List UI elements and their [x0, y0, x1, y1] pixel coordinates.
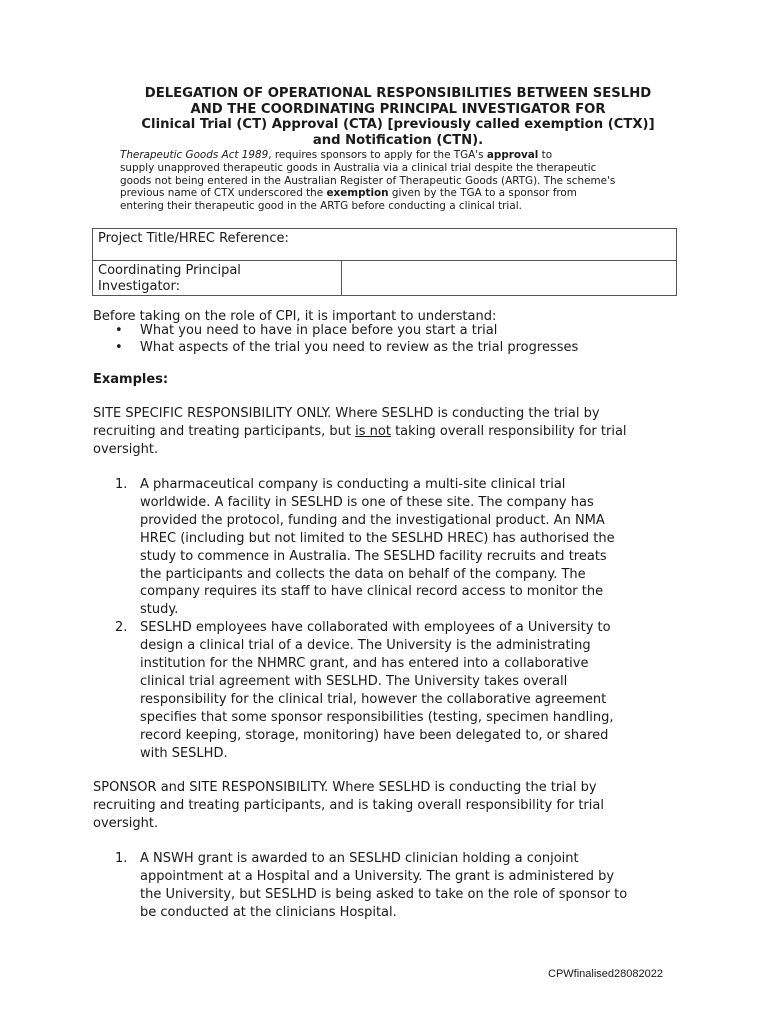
paragraph-line: oversight.: [93, 816, 159, 831]
act-name: Therapeutic Goods Act 1989: [120, 149, 269, 161]
is-not-underlined: is not: [355, 424, 391, 439]
list-number: 2.: [115, 620, 128, 636]
project-title-field[interactable]: [93, 229, 677, 261]
paragraph-line: SPONSOR and SITE RESPONSIBILITY. Where SESLHD is conducting the trial by: [93, 780, 597, 795]
intro-text: to: [538, 149, 553, 161]
list-line: HREC (including but not limited to the SESLHD HREC) has authorised the: [140, 530, 615, 546]
title-line: DELEGATION OF OPERATIONAL RESPONSIBILITIES BETWEEN SESLHD: [144, 86, 652, 101]
title-line: AND THE COORDINATING PRINCIPAL INVESTIGATOR FOR: [190, 101, 606, 117]
project-info-table: [92, 228, 677, 296]
intro-text: given by the TGA to a sponsor from: [388, 187, 577, 200]
paragraph-line: recruiting and treating participants, and is taking overall responsibility for trial: [93, 798, 604, 813]
before-lead: Before taking on the role of CPI, it is important to understand:: [93, 309, 497, 324]
list-line: responsibility for the clinical trial, however the collaborative agreement: [140, 691, 607, 707]
approval-term: approval: [486, 149, 539, 161]
paragraph-line: oversight.: [93, 442, 159, 457]
document-title: [110, 86, 686, 148]
intro-text: supply unapproved therapeutic goods in Australia via a clinical trial despite the therapeutic: [120, 161, 597, 174]
list-item: [93, 476, 693, 619]
project-title-label: Project Title/HREC Reference:: [98, 231, 289, 246]
exemption-term: exemption: [326, 187, 389, 200]
intro-text: previous name of CTX underscored the: [120, 187, 327, 200]
intro-paragraph: [120, 149, 690, 213]
list-line: SESLHD employees have collaborated with employees of a University to: [140, 620, 611, 636]
list-item: [93, 323, 578, 340]
list-line: specifies that some sponsor responsibilities (testing, specimen handling,: [140, 709, 614, 725]
list-line: A pharmaceutical company is conducting a multi-site clinical trial: [140, 477, 566, 492]
list-number: 1.: [115, 477, 128, 492]
bullet-icon: •: [115, 339, 123, 355]
list-line: company requires its staff to have clinical record access to monitor the: [140, 584, 604, 600]
list-line: worldwide. A facility in SESLHD is one of these site. The company has: [140, 494, 594, 510]
site-paragraph: [93, 405, 693, 459]
cpi-value-field[interactable]: [342, 261, 677, 296]
bullet-icon: •: [115, 323, 123, 338]
list-line: appointment at a Hospital and a University. The grant is administered by: [140, 868, 615, 884]
paragraph-text: taking overall responsibility for trial: [390, 424, 627, 439]
cpi-label: Investigator:: [98, 278, 181, 294]
title-line: Clinical Trial (CT) Approval (CTA) [previously called exemption (CTX)]: [141, 117, 655, 132]
list-item: [93, 619, 693, 762]
list-line: the participants and collects the data on behalf of the company. The: [140, 566, 586, 582]
understand-list: [93, 323, 578, 356]
list-line: A NSWH grant is awarded to an SESLHD clinician holding a conjoint: [140, 851, 579, 866]
list-line: clinical trial agreement with SESLHD. The University takes overall: [140, 673, 568, 689]
list-line: design a clinical trial of a device. The University is the administrating: [140, 638, 591, 654]
cpi-label: Coordinating Principal: [98, 263, 241, 278]
list-number: 1.: [115, 851, 128, 866]
list-item-text: What aspects of the trial you need to review as the trial progresses: [140, 339, 579, 355]
list-line: with SESLHD.: [140, 745, 228, 761]
list-item-text: What you need to have in place before you start a trial: [140, 323, 498, 338]
sponsor-paragraph: [93, 779, 693, 833]
list-item: [93, 850, 693, 922]
list-item: [93, 340, 578, 357]
list-line: study to commence in Australia. The SESLHD facility recruits and treats: [140, 548, 607, 564]
intro-text: entering their therapeutic good in the ARTG before conducting a clinical trial.: [120, 200, 522, 213]
list-line: record keeping, storage, monitoring) have been delegated to, or shared: [140, 727, 609, 743]
cpi-label-cell: [93, 261, 342, 296]
paragraph-line: SITE SPECIFIC RESPONSIBILITY ONLY. Where SESLHD is conducting the trial by: [93, 406, 600, 421]
list-line: provided the protocol, funding and the investigational product. An NMA: [140, 512, 605, 528]
list-line: study.: [140, 602, 179, 618]
intro-text: goods not being entered in the Australian Register of Therapeutic Goods (ARTG). The scheme's: [120, 174, 616, 187]
list-line: be conducted at the clinicians Hospital.: [140, 904, 397, 920]
list-line: institution for the NHMRC grant, and has entered into a collaborative: [140, 656, 589, 672]
footer-version: CPWfinalised28082022: [548, 968, 663, 980]
sponsor-examples-list: [93, 850, 693, 922]
list-line: the University, but SESLHD is being asked to take on the role of sponsor to: [140, 886, 628, 902]
paragraph-text: recruiting and treating participants, but: [93, 424, 356, 439]
title-line: and Notification (CTN).: [312, 132, 484, 148]
examples-heading: Examples:: [93, 372, 169, 387]
site-examples-list: [93, 476, 693, 763]
intro-text: , requires sponsors to apply for the TGA's: [268, 149, 487, 161]
